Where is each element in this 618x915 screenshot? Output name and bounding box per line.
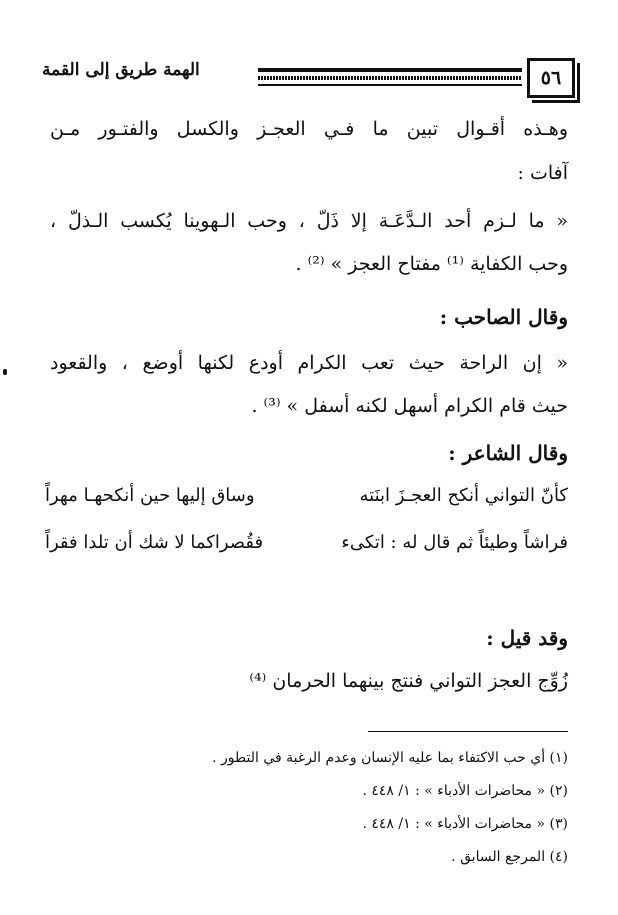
companion-quote-line-2: حيث قام الكرام أسهل لكنه أسفل » ⁽³⁾ . <box>251 395 568 417</box>
verse-2-second-hemistich: فقُصراكما لا شك أن تلدا فقراً <box>45 532 264 553</box>
verse-1-second-hemistich: وساق إليها حين أنكحهـا مهراً <box>45 485 255 506</box>
running-book-title: الهمة طريق إلى القمة <box>42 60 200 80</box>
body-line-3: « ما لـزم أحد الـدَّعَـة إلا ذَلّ ، وحب الـهوينا يُكسب الـذلّ ، <box>50 210 568 232</box>
footnote-4: (٤) المرجع السابق . <box>451 849 568 865</box>
verse-2-first-hemistich: فراشاً وطيئاً ثم قال له : اتكىء <box>341 532 568 553</box>
footnote-2: (٢) « محاضرات الأدباء » : ١/ ٤٤٨ . <box>362 783 568 799</box>
heading-companion: وقال الصاحب : <box>439 305 568 329</box>
verse-1-first-hemistich: كأنّ التواني أنكح العجـزَ ابنَته <box>359 485 568 506</box>
heading-poet: وقال الشاعر : <box>448 441 568 465</box>
heading-said: وقد قيل : <box>486 626 568 650</box>
header-decorative-rule <box>258 68 522 88</box>
companion-quote-line-1: « إن الراحة حيث تعب الكرام أودع لكنها أوضع ، والقعود <box>50 352 568 374</box>
body-line-4: وحب الكفاية ⁽¹⁾ مفتاح العجز » ⁽²⁾ . <box>295 253 568 275</box>
footnote-3: (٣) « محاضرات الأدباء » : ١/ ٤٤٨ . <box>362 816 568 832</box>
footnote-1: (١) أي حب الاكتفاء بما عليه الإنسان وعدم الرغبة في التطور . <box>212 750 568 766</box>
footnote-separator <box>368 731 568 732</box>
page-number <box>527 58 575 98</box>
body-line-1: وهـذه أقـوال تبين ما فـي العجـز والكسل والفتـور مـن <box>50 118 568 140</box>
margin-mark <box>3 369 7 375</box>
saying-line: زُوِّج العجز التواني فنتج بينهما الحرمان ⁽⁴⁾ <box>249 670 568 692</box>
page-number-text: ٥٦ <box>540 67 562 89</box>
body-line-2: آفات : <box>517 162 568 184</box>
